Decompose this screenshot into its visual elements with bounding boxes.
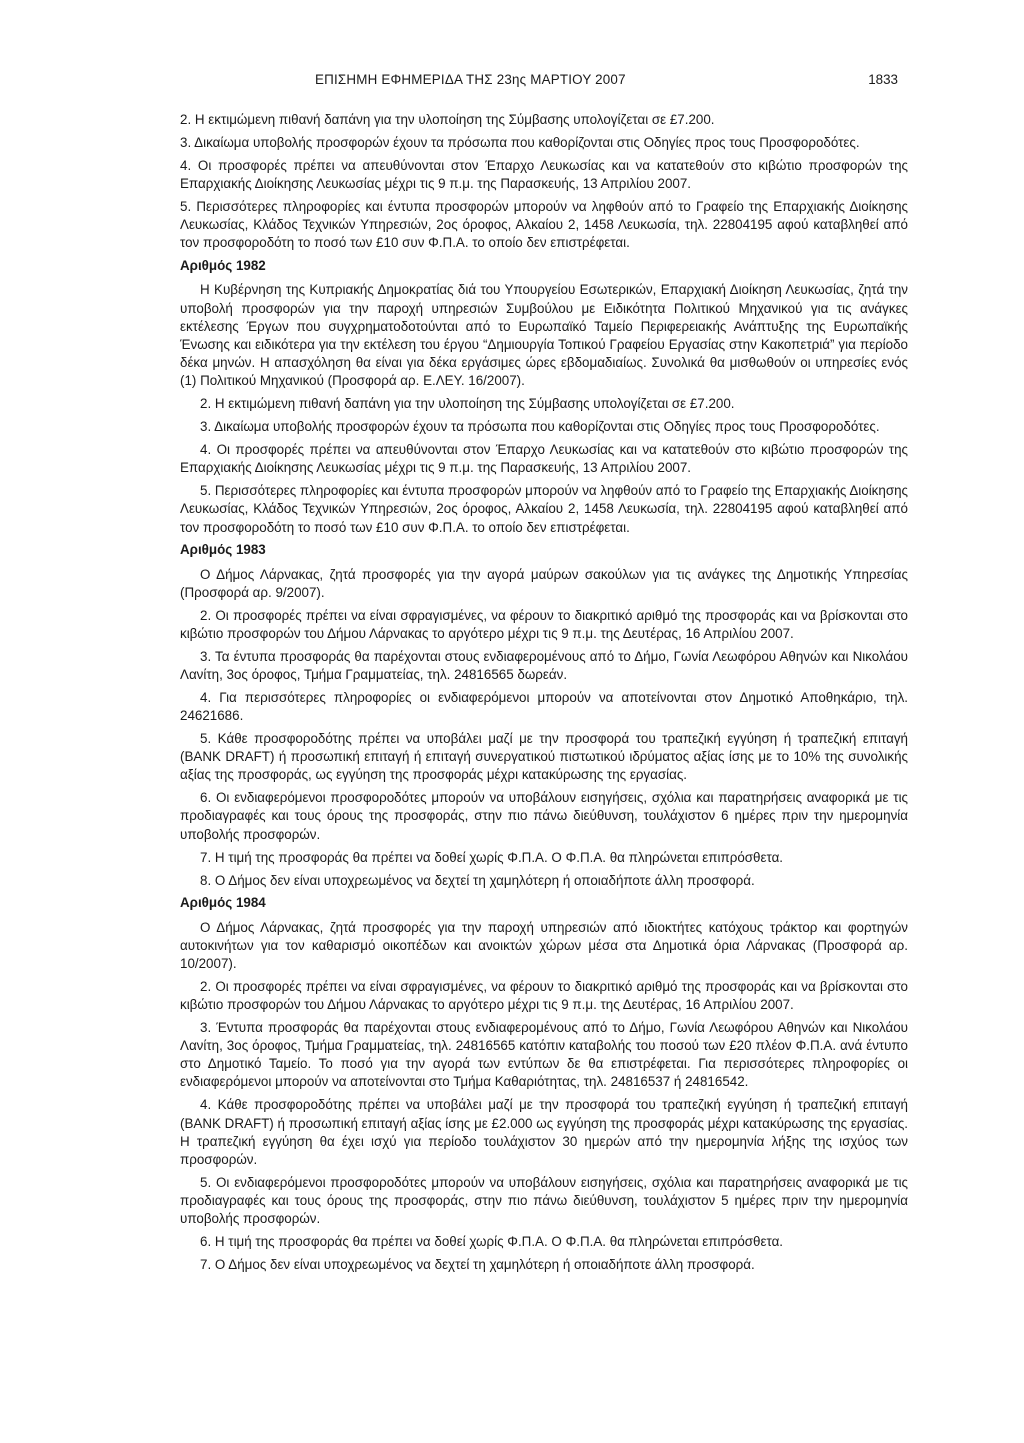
section-heading-1983: Αριθμός 1983 xyxy=(180,542,266,558)
paragraph: 5. Περισσότερες πληροφορίες και έντυπα προσφορών μπορούν να ληφθούν από το Γραφείο της Επαρχιακής Διοίκησης Λευκωσίας, Κλάδος Τεχνικών Υπηρεσιών, 2ος όροφος, Αλκαίου 2, 1458 Λευκωσία, τηλ. 22804195 αφού καταβληθεί από τον προσφοροδότη το ποσό των £10 συν Φ.Π.Α. το οποίο δεν επιστρέφεται. xyxy=(180,483,908,535)
paragraph: 3. Δικαίωμα υποβολής προσφορών έχουν τα πρόσωπα που καθορίζονται στις Οδηγίες προς τους Προσφοροδότες. xyxy=(180,134,860,150)
page-header-title: ΕΠΙΣΗΜΗ ΕΦΗΜΕΡΙΔΑ ΤΗΣ 23ης ΜΑΡΤΙΟΥ 2007 xyxy=(315,72,626,87)
paragraph: 2. Η εκτιμώμενη πιθανή δαπάνη για την υλοποίηση της Σύμβασης υπολογίζεται σε £7.200. xyxy=(200,396,735,412)
section-heading-1982: Αριθμός 1982 xyxy=(180,258,266,274)
section-heading-1984: Αριθμός 1984 xyxy=(180,895,266,911)
paragraph: 5. Περισσότερες πληροφορίες και έντυπα προσφορών μπορούν να ληφθούν από το Γραφείο της Επαρχιακής Διοίκησης Λευκωσίας, Κλάδος Τεχνικών Υπηρεσιών, 2ος όροφος, Αλκαίου 2, 1458 Λευκωσία, τηλ. 22804195 αφού καταβληθεί από τον προσφοροδότη το ποσό των £10 συν Φ.Π.Α. το οποίο δεν επιστρέφεται. xyxy=(180,199,908,251)
paragraph: 2. Οι προσφορές πρέπει να είναι σφραγισμένες, να φέρουν το διακριτικό αριθμό της προσφοράς και να βρίσκονται στο κιβώτιο προσφορών του Δήμου Λάρνακας το αργότερο μέχρι τις 9 π.μ. της Δευτέρας, 16 Απριλίου 2007. xyxy=(180,978,908,1013)
paragraph: 7. Ο Δήμος δεν είναι υποχρεωμένος να δεχτεί τη χαμηλότερη ή οποιαδήποτε άλλη προσφορά. xyxy=(200,1257,755,1273)
paragraph: 3. Δικαίωμα υποβολής προσφορών έχουν τα πρόσωπα που καθορίζονται στις Οδηγίες προς τους Προσφοροδότες. xyxy=(200,419,880,435)
paragraph: 4. Οι προσφορές πρέπει να απευθύνονται στον Έπαρχο Λευκωσίας και να κατατεθούν στο κιβώτιο προσφορών της Επαρχιακής Διοίκησης Λευκωσίας μέχρι τις 9 π.μ. της Παρασκευής, 13 Απριλίου 2007. xyxy=(180,442,908,476)
paragraph: 5. Οι ενδιαφερόμενοι προσφοροδότες μπορούν να υποβάλουν εισηγήσεις, σχόλια και παρατηρήσεις αναφορικά με τις προδιαγραφές και τους όρους της προσφοράς, στην πιο πάνω διεύθυνση, τουλάχιστον 5 ημέρες πριν την ημερομηνία υποβολής προσφορών. xyxy=(180,1174,908,1227)
paragraph: 3. Έντυπα προσφοράς θα παρέχονται στους ενδιαφερομένους από το Δήμο, Γωνία Λεωφόρου Αθηνών και Νικολάου Λανίτη, 3ος όροφος, Τμήμα Γραμματείας, τηλ. 24816565 κατόπιν καταβολής του ποσού των £20 πλέον Φ.Π.Α. ανά έντυπο στο Δημοτικό Ταμείο. Το ποσό για την αγορά των εντύπων δε θα επιστρέφεται. Για περισσότερες πληροφορίες οι ενδιαφερόμενοι μπορούν να αποτείνονται στο Τμήμα Καθαριότητας, τηλ. 24816537 ή 24816542. xyxy=(180,1020,908,1090)
paragraph: Η Κυβέρνηση της Κυπριακής Δημοκρατίας διά του Υπουργείου Εσωτερικών, Επαρχιακή Διοίκηση Λευκωσίας, ζητά την υποβολή προσφορών για την παροχή υπηρεσιών Συμβούλου με Ειδικότητα Πολιτικού Μηχανικού για τις ανάγκες εκτέλεσης Έργων που συγχρηματοδοτούνται από το Ευρωπαϊκό Ταμείο Περιφερειακής Ανάπτυξης της Ευρωπαϊκής Ένωσης και ειδικότερα για την εκτέλεση του έργου “Δημιουργία Τοπικού Γραφείου Εργασίας στην Κακοπετριά” για περίοδο δέκα μηνών. Η απασχόληση θα είναι για δέκα εργάσιμες ώρες εβδομαδιαίως. Συνολικά θα μισθωθούν οι υπηρεσίες ενός (1) Πολιτικού Μηχανικού (Προσφορά αρ. Ε.ΛΕΥ. 16/2007). xyxy=(180,282,908,389)
paragraph: 4. Κάθε προσφοροδότης πρέπει να υποβάλει μαζί με την προσφορά του τραπεζική εγγύηση ή τραπεζική επιταγή (BANK DRAFT) ή προσωπική επιταγή αξίας ίσης με £2.000 ως εγγύηση της προσφοράς μέχρι κατακύρωσης της εργασίας. Η τραπεζική εγγύηση θα έχει ισχύ για περίοδο τουλάχιστον 30 ημερών από την ημερομηνία λήξης της ισχύος των προσφορών. xyxy=(180,1097,908,1167)
paragraph: 2. Οι προσφορές πρέπει να είναι σφραγισμένες, να φέρουν το διακριτικό αριθμό της προσφοράς και να βρίσκονται στο κιβώτιο προσφορών του Δήμου Λάρνακας το αργότερο μέχρι τις 9 π.μ. της Δευτέρας, 16 Απριλίου 2007. xyxy=(180,607,908,641)
paragraph: 7. Η τιμή της προσφοράς θα πρέπει να δοθεί χωρίς Φ.Π.Α. Ο Φ.Π.Α. θα πληρώνεται επιπρόσθετα. xyxy=(200,849,784,865)
page-content xyxy=(180,111,908,1279)
paragraph: 3. Τα έντυπα προσφοράς θα παρέχονται στους ενδιαφερομένους από το Δήμο, Γωνία Λεωφόρου Αθηνών και Νικολάου Λανίτη, 3ος όροφος, Τμήμα Γραμματείας, τηλ. 24816565 δωρεάν. xyxy=(180,648,908,682)
paragraph: 2. Η εκτιμώμενη πιθανή δαπάνη για την υλοποίηση της Σύμβασης υπολογίζεται σε £7.200. xyxy=(180,112,715,127)
page-header xyxy=(180,72,908,92)
paragraph: 4. Για περισσότερες πληροφορίες οι ενδιαφερόμενοι μπορούν να αποτείνονται στον Δημοτικό Αποθηκάριο, τηλ. 24621686. xyxy=(180,689,908,724)
paragraph: Ο Δήμος Λάρνακας, ζητά προσφορές για την αγορά μαύρων σακούλων για τις ανάγκες της Δημοτικής Υπηρεσίας (Προσφορά αρ. 9/2007). xyxy=(180,566,908,600)
paragraph: 8. Ο Δήμος δεν είναι υποχρεωμένος να δεχτεί τη χαμηλότερη ή οποιαδήποτε άλλη προσφορά. xyxy=(200,872,755,888)
paragraph: 4. Οι προσφορές πρέπει να απευθύνονται στον Έπαρχο Λευκωσίας και να κατατεθούν στο κιβώτιο προσφορών της Επαρχιακής Διοίκησης Λευκωσίας μέχρι τις 9 π.μ. της Παρασκευής, 13 Απριλίου 2007. xyxy=(180,157,908,192)
paragraph: Ο Δήμος Λάρνακας, ζητά προσφορές για την παροχή υπηρεσιών από ιδιοκτήτες κατόχους τράκτορ και φορτηγών αυτοκινήτων για τον καθαρισμό οικοπέδων και ανοικτών χώρων μέσα στα Δημοτικά όρια Λάρνακας (Προσφορά αρ. 10/2007). xyxy=(180,919,908,971)
paragraph: 6. Οι ενδιαφερόμενοι προσφοροδότες μπορούν να υποβάλουν εισηγήσεις, σχόλια και παρατηρήσεις αναφορικά με τις προδιαγραφές και τους όρους της προσφοράς, στην πιο πάνω διεύθυνση, τουλάχιστον 6 ημέρες πριν την ημερομηνία υποβολής προσφορών. xyxy=(180,790,908,842)
paragraph: 5. Κάθε προσφοροδότης πρέπει να υποβάλει μαζί με την προσφορά του τραπεζική εγγύηση ή τραπεζική επιταγή (BANK DRAFT) ή προσωπική επιταγή ή επιταγή συνεργατικού πιστωτικού ιδρύματος αξίας ίσης με το 10% της συνολικής αξίας της προσφοράς, ως εγγύηση της προσφοράς μέχρι κατακύρωσης της εργασίας. xyxy=(180,731,908,783)
paragraph: 6. Η τιμή της προσφοράς θα πρέπει να δοθεί χωρίς Φ.Π.Α. Ο Φ.Π.Α. θα πληρώνεται επιπρόσθετα. xyxy=(200,1234,784,1250)
page-number: 1833 xyxy=(868,72,898,87)
